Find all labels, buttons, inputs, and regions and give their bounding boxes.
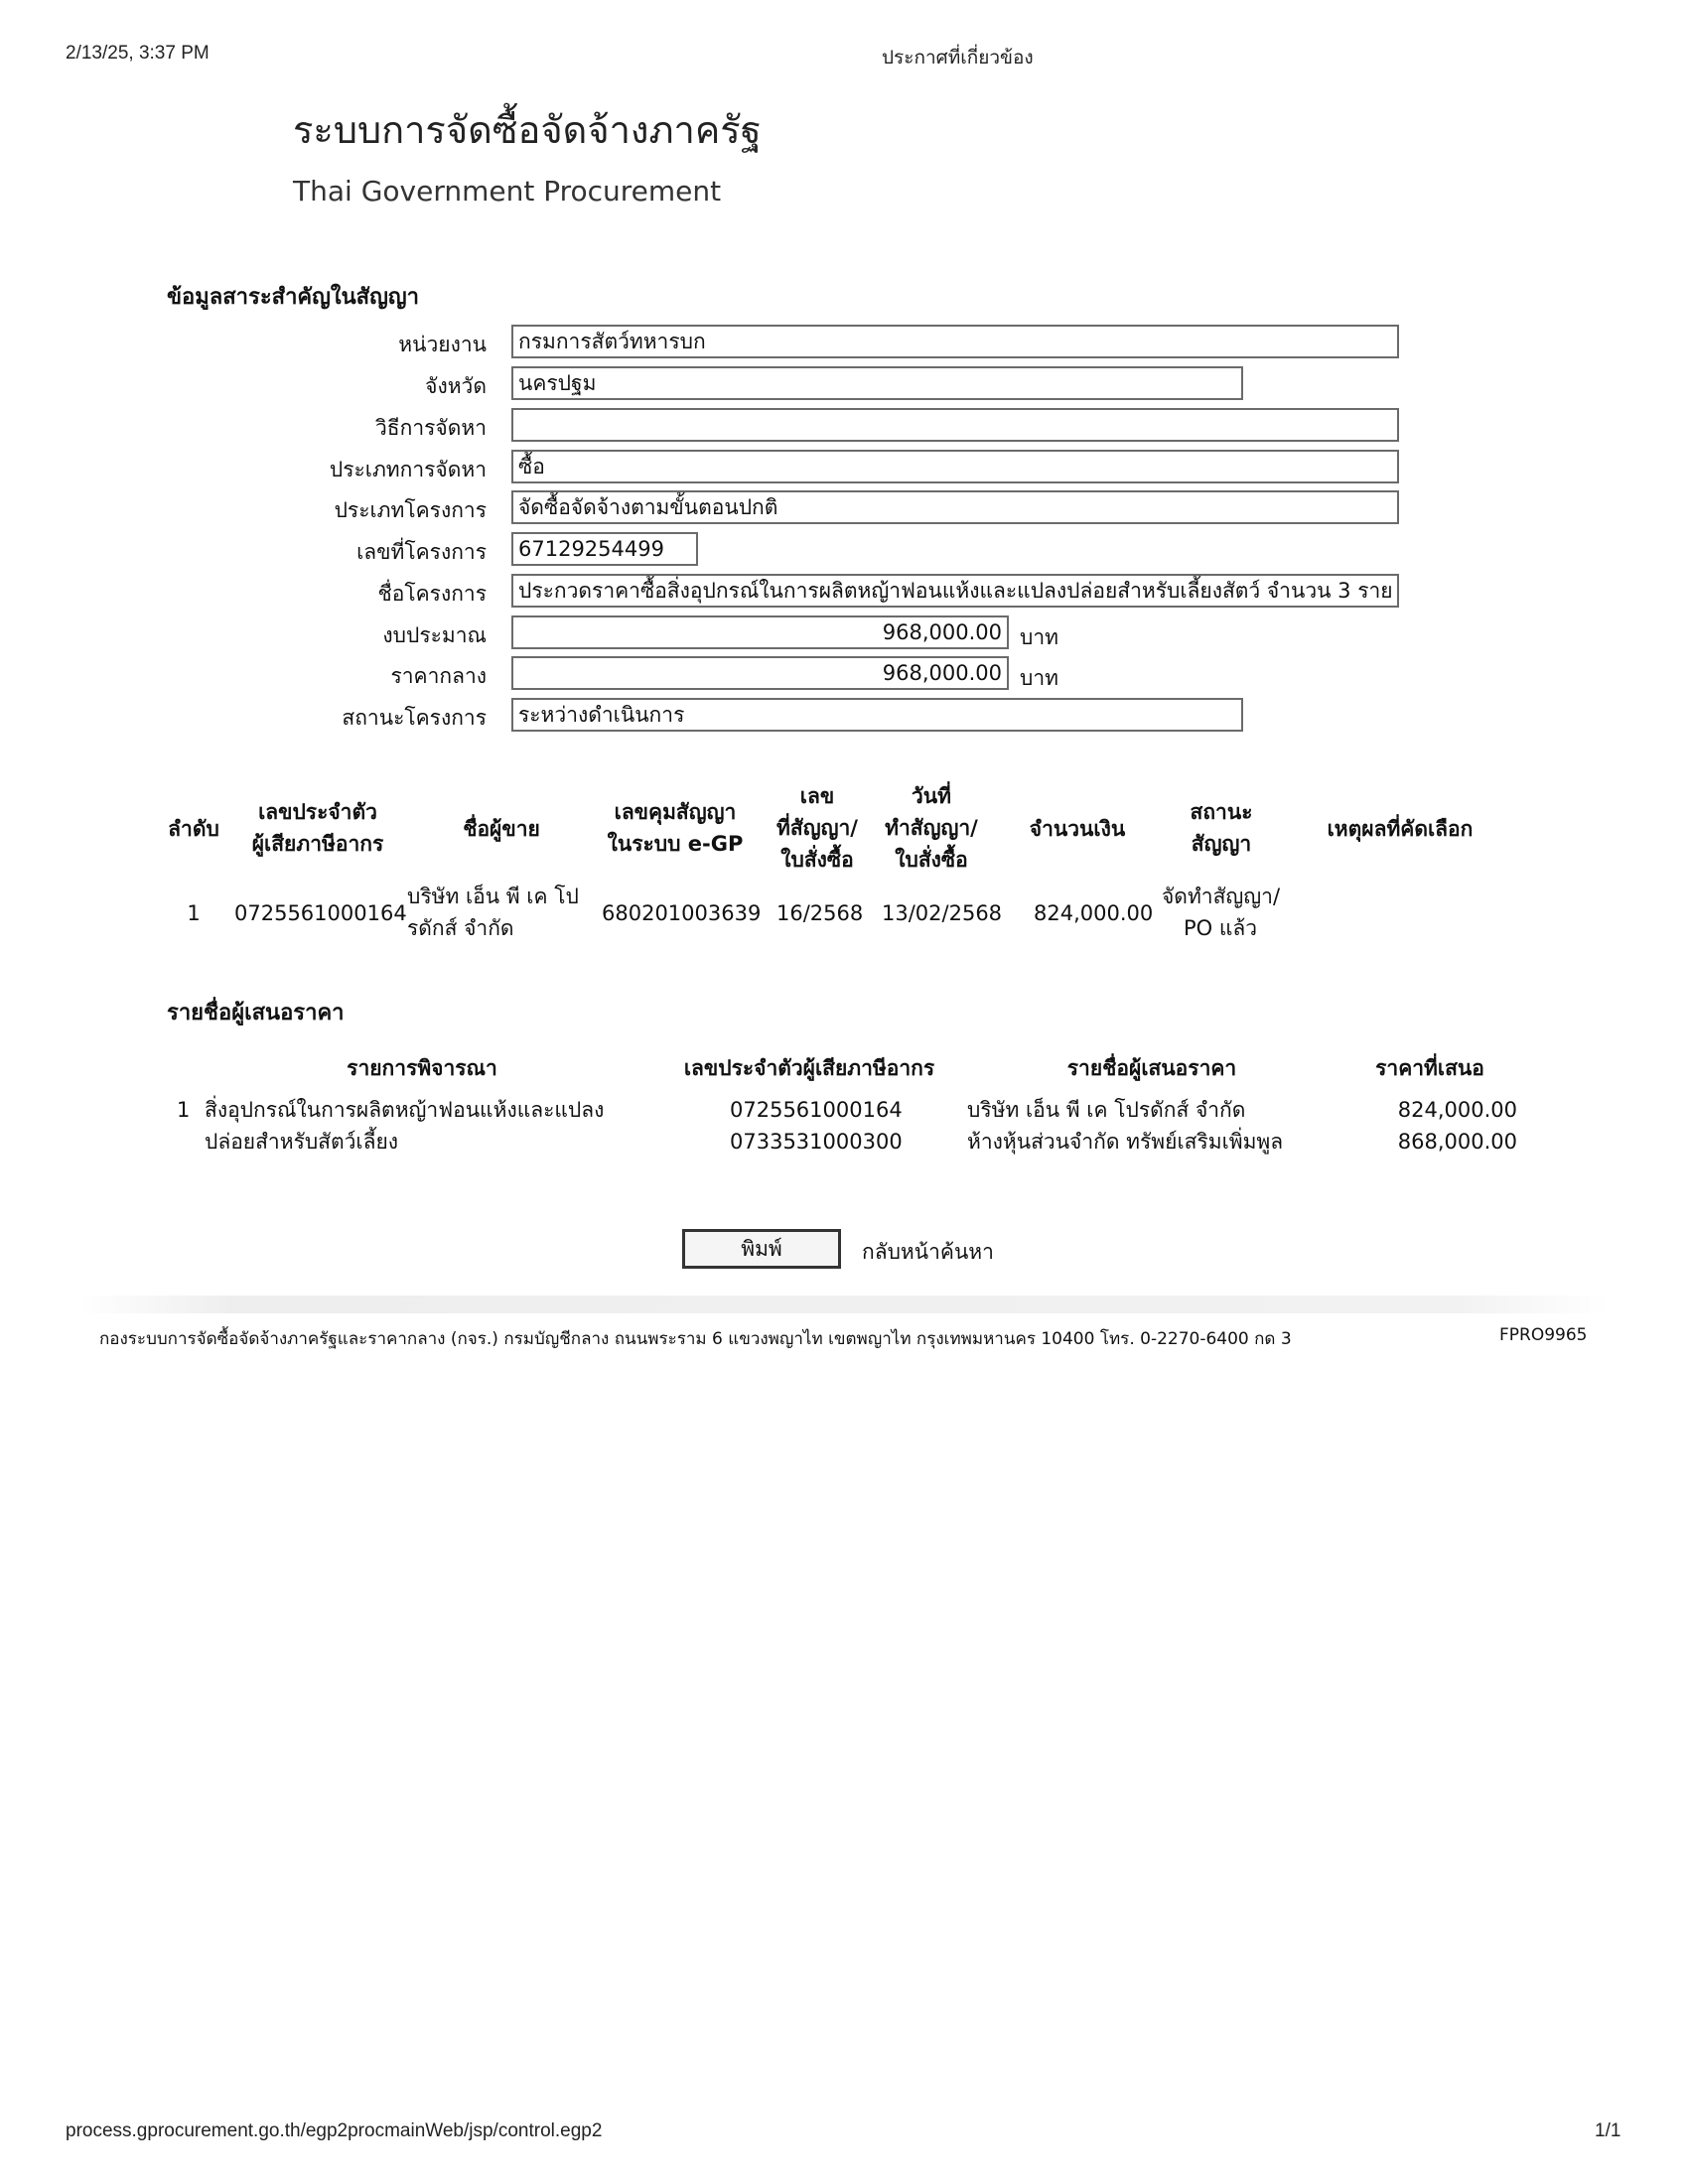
- back-to-search-link[interactable]: กลับหน้าค้นหา: [862, 1240, 994, 1264]
- procurement-type-label: ประเภทการจัดหา: [329, 458, 487, 481]
- print-button[interactable]: พิมพ์: [682, 1229, 841, 1269]
- project-number-label: เลขที่โครงการ: [356, 540, 487, 564]
- contract-seq: 1: [187, 901, 201, 925]
- bidders-col-name-header: รายชื่อผู้เสนอราคา: [1066, 1056, 1237, 1080]
- budget-label: งบประมาณ: [382, 623, 487, 647]
- bidders-col-tax-id-header: เลขประจำตัวผู้เสียภาษีอากร: [683, 1056, 935, 1080]
- col-contract-no-header-2: ที่สัญญา/: [776, 816, 858, 840]
- contract-tax-id: 0725561000164: [234, 901, 407, 925]
- col-status-header-2: สัญญา: [1191, 832, 1252, 856]
- footer-divider: [79, 1296, 1609, 1313]
- bidder-name: บริษัท เอ็น พี เค โปรดักส์ จำกัด: [967, 1098, 1246, 1122]
- project-type-label: ประเภทโครงการ: [334, 498, 487, 522]
- agency-label: หน่วยงาน: [398, 333, 487, 356]
- site-title-english: Thai Government Procurement: [293, 175, 722, 207]
- contract-amount: 824,000.00: [1034, 901, 1154, 925]
- section-title-bidders: รายชื่อผู้เสนอราคา: [167, 1001, 345, 1025]
- bidder-tax-id: 0725561000164: [730, 1098, 903, 1122]
- print-datetime: 2/13/25, 3:37 PM: [66, 43, 210, 64]
- bidder-price: 824,000.00: [1397, 1098, 1517, 1122]
- col-status-header-1: สถานะ: [1190, 800, 1253, 824]
- project-name-field: ประกวดราคาซื้อสิ่งอุปกรณ์ในการผลิตหญ้าฟอนแห้งและแปลงปล่อยสำหรับเลี้ยงสัตว์ จำนวน 3 ราย: [511, 574, 1399, 608]
- footer-address: กองระบบการจัดซื้อจัดจ้างภาครัฐและราคากลาง (กจร.) กรมบัญชีกลาง ถนนพระราม 6 แขวงพญาไท เขตพญาไท กรุงเทพมหานคร 10400 โทร. 0-2270-6400 กด 3: [99, 1329, 1292, 1349]
- median-price-unit: บาท: [1020, 666, 1058, 690]
- procurement-method-field: [511, 408, 1399, 442]
- print-page-number: 1/1: [1595, 2120, 1621, 2141]
- print-doc-title: ประกาศที่เกี่ยวข้อง: [882, 48, 1034, 68]
- bidders-col-price-header: ราคาที่เสนอ: [1375, 1056, 1484, 1080]
- section-title-contract-summary: ข้อมูลสาระสำคัญในสัญญา: [167, 285, 419, 310]
- contract-status-line-2: PO แล้ว: [1184, 916, 1258, 940]
- project-type-field: จัดซื้อจัดจ้างตามขั้นตอนปกติ: [511, 490, 1399, 524]
- project-status-field: ระหว่างดำเนินการ: [511, 698, 1243, 732]
- col-date-header-2: ทำสัญญา/: [885, 816, 978, 840]
- budget-field: 968,000.00: [511, 615, 1009, 649]
- bidder-name: ห้างหุ้นส่วนจำกัด ทรัพย์เสริมเพิ่มพูล: [967, 1130, 1284, 1154]
- province-label: จังหวัด: [425, 374, 487, 398]
- col-seller-header: ชื่อผู้ขาย: [463, 817, 540, 841]
- contract-seller-line-2: รดักส์ จำกัด: [407, 916, 514, 940]
- province-field: นครปฐม: [511, 366, 1243, 400]
- col-date-header-1: วันที่: [912, 784, 951, 808]
- bidders-item-number: 1: [177, 1098, 191, 1122]
- bidder-price: 868,000.00: [1397, 1130, 1517, 1154]
- col-control-no-header-1: เลขคุมสัญญา: [614, 800, 737, 824]
- bidders-item-line-2: ปล่อยสำหรับสัตว์เลี้ยง: [205, 1130, 399, 1154]
- col-amount-header: จำนวนเงิน: [1029, 817, 1126, 841]
- bidder-tax-id: 0733531000300: [730, 1130, 903, 1154]
- col-control-no-header-2: ในระบบ e-GP: [607, 832, 744, 856]
- agency-field: กรมการสัตว์ทหารบก: [511, 325, 1399, 358]
- contract-seller-line-1: บริษัท เอ็น พี เค โป: [407, 885, 579, 908]
- contract-number: 16/2568: [776, 901, 864, 925]
- col-contract-no-header-3: ใบสั่งซื้อ: [780, 848, 854, 872]
- project-status-label: สถานะโครงการ: [342, 706, 487, 730]
- site-title-thai: ระบบการจัดซื้อจัดจ้างภาครัฐ: [293, 108, 762, 152]
- project-name-label: ชื่อโครงการ: [377, 582, 487, 606]
- col-date-header-3: ใบสั่งซื้อ: [895, 848, 968, 872]
- budget-unit: บาท: [1020, 625, 1058, 649]
- col-seq-header: ลำดับ: [168, 817, 219, 841]
- bidders-col-item-header: รายการพิจารณา: [347, 1056, 497, 1080]
- footer-page-code: FPRO9965: [1499, 1325, 1588, 1345]
- median-price-field: 968,000.00: [511, 656, 1009, 690]
- col-tax-id-header-2: ผู้เสียภาษีอากร: [251, 832, 384, 856]
- print-url: process.gprocurement.go.th/egp2procmainWeb/jsp/control.egp2: [66, 2120, 603, 2141]
- median-price-label: ราคากลาง: [390, 664, 487, 688]
- procurement-type-field: ซื้อ: [511, 450, 1399, 483]
- procurement-method-label: วิธีการจัดหา: [375, 416, 487, 440]
- contract-control-no: 680201003639: [602, 901, 762, 925]
- project-number-field: 67129254499: [511, 532, 698, 566]
- col-contract-no-header-1: เลข: [799, 784, 835, 808]
- col-tax-id-header-1: เลขประจำตัว: [258, 800, 377, 824]
- bidders-item-line-1: สิ่งอุปกรณ์ในการผลิตหญ้าฟอนแห้งและแปลง: [205, 1098, 605, 1122]
- col-reason-header: เหตุผลที่คัดเลือก: [1327, 817, 1474, 841]
- contract-date: 13/02/2568: [882, 901, 1003, 925]
- contract-status-line-1: จัดทำสัญญา/: [1162, 885, 1281, 908]
